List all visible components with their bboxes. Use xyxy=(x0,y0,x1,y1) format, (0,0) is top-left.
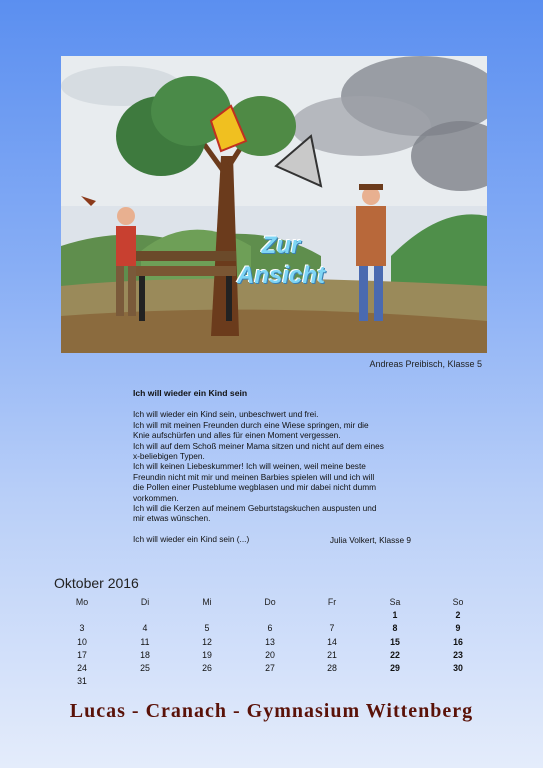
calendar-day: 30 xyxy=(453,662,463,673)
painting-credit: Andreas Preibisch, Klasse 5 xyxy=(369,359,482,369)
poem xyxy=(133,388,423,544)
weekday-label: Do xyxy=(264,597,276,607)
painting-image xyxy=(61,56,487,353)
weekday-label: Di xyxy=(140,597,150,607)
calendar-day: 21 xyxy=(327,649,337,660)
poem-closing: Ich will wieder ein Kind sein (...) xyxy=(133,533,250,544)
poem-line: Ich will mit meinen Freunden durch eine Wiese springen, mir die xyxy=(133,419,369,430)
poem-line: x-beliebigen Typen. xyxy=(133,451,205,462)
calendar-day: 23 xyxy=(453,649,463,660)
poem-body xyxy=(133,409,423,523)
calendar-day: 26 xyxy=(202,662,212,673)
calendar-week-row xyxy=(52,663,492,676)
watermark-line1: Zur xyxy=(261,232,301,259)
calendar-week-row xyxy=(52,623,492,636)
school-name: Lucas - Cranach - Gymnasium Wittenberg xyxy=(69,700,474,722)
calendar-day: 4 xyxy=(142,623,148,634)
poem-line: Ich will auf dem Schoß meiner Mama sitzen und nicht auf dem eines xyxy=(133,440,384,451)
calendar-day: 12 xyxy=(202,636,212,647)
calendar-day: 9 xyxy=(455,623,461,634)
calendar-day: 20 xyxy=(265,649,275,660)
poem-line: Freundin nicht mit mir und meinen Barbies spielen will und ich will xyxy=(133,471,375,482)
poem-line: Ich will wieder ein Kind sein, unbeschwert und frei. xyxy=(133,409,319,420)
calendar-day: 11 xyxy=(140,636,150,647)
weekday-label: Fr xyxy=(327,597,337,607)
calendar-day: 24 xyxy=(77,662,87,673)
calendar-week-row xyxy=(52,610,492,623)
poem-line: Knie aufschürfen und alles für einen Moment vergessen. xyxy=(133,430,341,441)
calendar-day: 8 xyxy=(392,623,398,634)
weekday-label: Mo xyxy=(75,597,89,607)
calendar-day: 6 xyxy=(267,623,273,634)
calendar-day: 22 xyxy=(390,649,400,660)
calendar-day: 2 xyxy=(455,610,461,621)
calendar-day: 17 xyxy=(77,649,87,660)
calendar-title: Oktober 2016 xyxy=(54,575,139,591)
weekday-label: Sa xyxy=(389,597,401,607)
calendar-day: 5 xyxy=(204,623,210,634)
calendar-day: 15 xyxy=(390,636,400,647)
calendar-day: 1 xyxy=(392,610,398,621)
poem-line: vorkommen. xyxy=(133,492,179,503)
calendar-day: 18 xyxy=(140,649,150,660)
poem-author: Julia Volkert, Klasse 9 xyxy=(329,535,411,545)
calendar-day: 7 xyxy=(329,623,335,634)
poem-title: Ich will wieder ein Kind sein xyxy=(133,388,248,398)
poem-line: Ich will die Kerzen auf meinem Geburtstagskuchen auspusten und xyxy=(133,503,377,514)
calendar-day: 28 xyxy=(327,662,337,673)
calendar-week-row xyxy=(52,637,492,650)
calendar-day: 13 xyxy=(265,636,275,647)
calendar-weekday-header xyxy=(52,597,492,610)
weekday-label: Mi xyxy=(202,597,212,607)
calendar-day: 27 xyxy=(265,662,275,673)
calendar-day: 16 xyxy=(453,636,463,647)
calendar-grid xyxy=(52,597,492,689)
poem-line: die Pollen einer Pusteblume wegblasen und mir dabei nicht dumm xyxy=(133,482,377,493)
calendar-week-row xyxy=(52,650,492,663)
calendar-day: 3 xyxy=(79,623,85,634)
calendar-day: 19 xyxy=(202,649,212,660)
calendar-day: 14 xyxy=(327,636,337,647)
calendar-day: 31 xyxy=(77,676,87,687)
calendar-week-row xyxy=(52,676,492,689)
calendar-day: 29 xyxy=(390,662,400,673)
poem-line: Ich will keinen Liebeskummer! Ich will weinen, weil meine beste xyxy=(133,461,366,472)
zur-ansicht-watermark xyxy=(221,231,341,291)
poem-line: mir etwas wünschen. xyxy=(133,513,211,524)
watermark-line2: Ansicht xyxy=(236,262,325,289)
calendar-day: 25 xyxy=(140,662,150,673)
calendar-day: 10 xyxy=(77,636,87,647)
weekday-label: So xyxy=(452,597,464,607)
